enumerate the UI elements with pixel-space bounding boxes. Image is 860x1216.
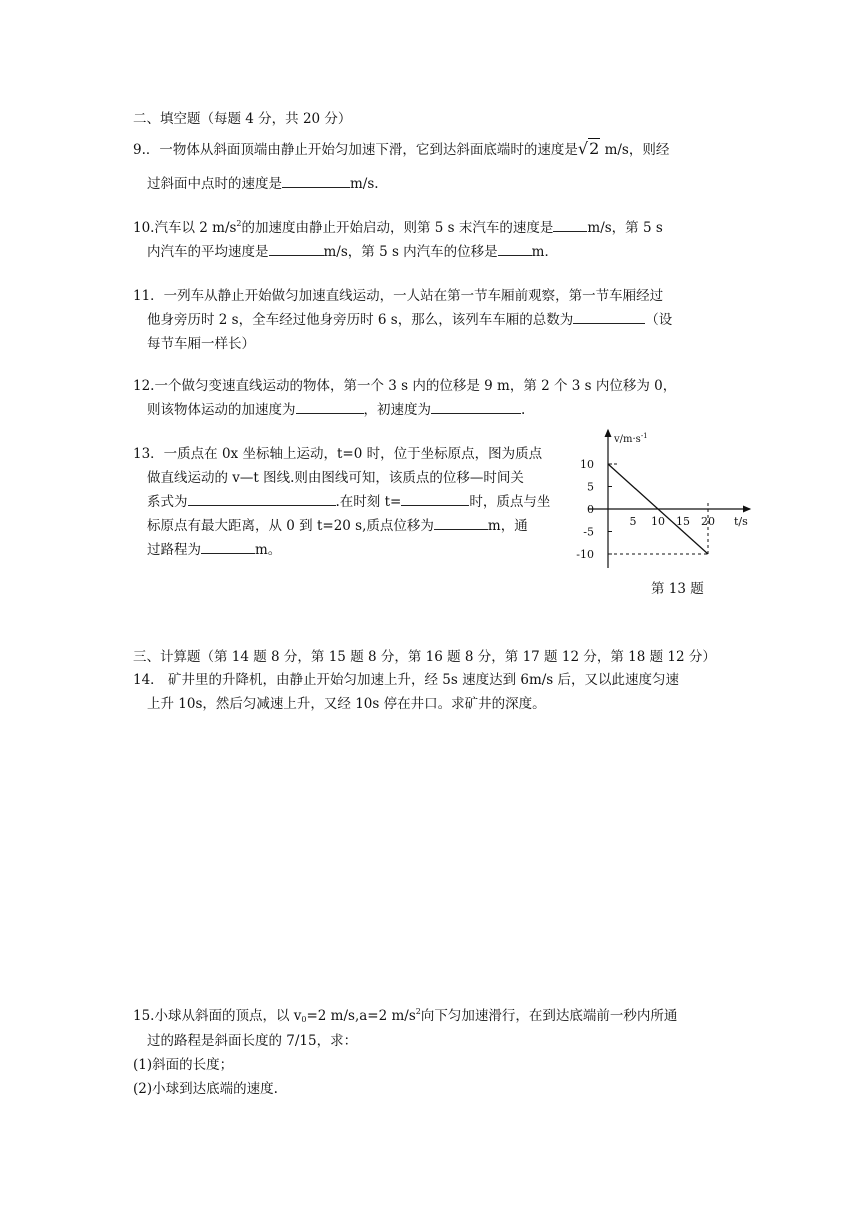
- x-tick-label: 15: [676, 515, 690, 528]
- y-axis-label: $v/m\cdot s^{-1}$: [614, 432, 648, 445]
- question-10-line-1: 10.汽车以 2 $m/s^2$的加速度由静止开始启动，则第 5 s 末汽车的速度是 m/s，第 5 s: [133, 219, 663, 236]
- figure-caption: 第 13 题: [651, 581, 704, 597]
- answer-blank[interactable]: [553, 217, 587, 232]
- question-13-line-3: 系式为 .在时刻 t= 时，质点与坐: [147, 490, 550, 510]
- question-11-line-2: 他身旁历时 2 s，全车经过他身旁历时 6 s，那么，该列车车厢的总数为 （设: [147, 308, 672, 328]
- answer-blank[interactable]: [401, 491, 469, 506]
- question-9-line-2: 过斜面中点时的速度是 m/s.: [147, 172, 379, 192]
- x-tick-label: 10: [651, 515, 665, 528]
- question-12-line-2: 则该物体运动的加速度为 ，初速度为 .: [147, 398, 525, 418]
- x-tick-label: 5: [629, 515, 637, 528]
- question-13-line-4: 标原点有最大距离，从 0 到 t=20 s,质点位移为 m，通: [147, 514, 528, 534]
- answer-blank[interactable]: [296, 399, 364, 414]
- question-15-part-1: (1)斜面的长度；: [133, 1057, 234, 1073]
- section-2-title: 二、填空题（每题 4 分，共 20 分）: [133, 111, 352, 127]
- answer-blank[interactable]: [269, 241, 324, 256]
- y-tick-label: -10: [576, 548, 594, 561]
- answer-blank[interactable]: [201, 539, 255, 554]
- question-15-line-2: 过的路程是斜面长度的 7/15，求：: [147, 1033, 358, 1049]
- q9-text-b: m/s，则经: [600, 142, 670, 158]
- x-tick-label: 20: [701, 515, 715, 528]
- question-12-line-1: 12.一个做匀变速直线运动的物体，第一个 3 s 内的位移是 9 m，第 2 个 3 s 内位移为 0，: [133, 378, 677, 394]
- question-14-line-1: 14． 矿井里的升降机，由静止开始匀加速上升，经 5s 速度达到 6m/s 后，又以此速度匀速: [133, 672, 680, 688]
- y-tick-label: -5: [583, 525, 594, 539]
- question-14-line-2: 上升 10s，然后匀减速上升，又经 10s 停在井口。求矿井的深度。: [147, 696, 546, 712]
- question-15-part-2: (2)小球到达底端的速度.: [133, 1081, 278, 1097]
- question-15-line-1: 15.小球从斜面的顶点，以 $v_0=2$ m/s,a=2 $m/s^2$向下匀加速滑行，在到达底端前一秒内所通: [133, 1007, 678, 1024]
- answer-blank[interactable]: [498, 241, 532, 256]
- answer-blank[interactable]: [282, 173, 350, 188]
- answer-blank[interactable]: [573, 309, 645, 324]
- question-10-line-2: 内汽车的平均速度是 m/s，第 5 s 内汽车的位移是 m．: [147, 240, 558, 260]
- vt-graph: [570, 420, 760, 570]
- y-tick-label: 5: [587, 480, 594, 494]
- q9-text-a: 9.．一物体从斜面顶端由静止开始匀加速下滑，它到达斜面底端时的速度是: [133, 142, 578, 158]
- sqrt-2: √2: [577, 139, 600, 158]
- question-13-line-1: 13．一质点在 0x 坐标轴上运动，t=0 时，位于坐标原点，图为质点: [133, 446, 543, 462]
- answer-blank[interactable]: [431, 399, 521, 414]
- y-tick-label: 0: [587, 503, 594, 516]
- y-tick-label: 10: [580, 458, 594, 471]
- x-axis-label: t/s: [734, 515, 748, 528]
- answer-blank[interactable]: [434, 515, 488, 530]
- answer-blank[interactable]: [188, 491, 336, 506]
- question-13-line-5: 过路程为 m。: [147, 538, 281, 558]
- question-11-line-1: 11．一列车从静止开始做匀加速直线运动，一人站在第一节车厢前观察，第一节车厢经过: [133, 288, 664, 304]
- section-3-title: 三、计算题（第 14 题 8 分，第 15 题 8 分，第 16 题 8 分，第 17 题 12 分，第 18 题 12 分）: [133, 649, 716, 665]
- question-13-line-2: 做直线运动的 v—t 图线.则由图线可知，该质点的位移—时间关: [147, 470, 524, 486]
- question-11-line-3: 每节车厢一样长）: [147, 336, 255, 352]
- question-9-line-1: [133, 138, 669, 158]
